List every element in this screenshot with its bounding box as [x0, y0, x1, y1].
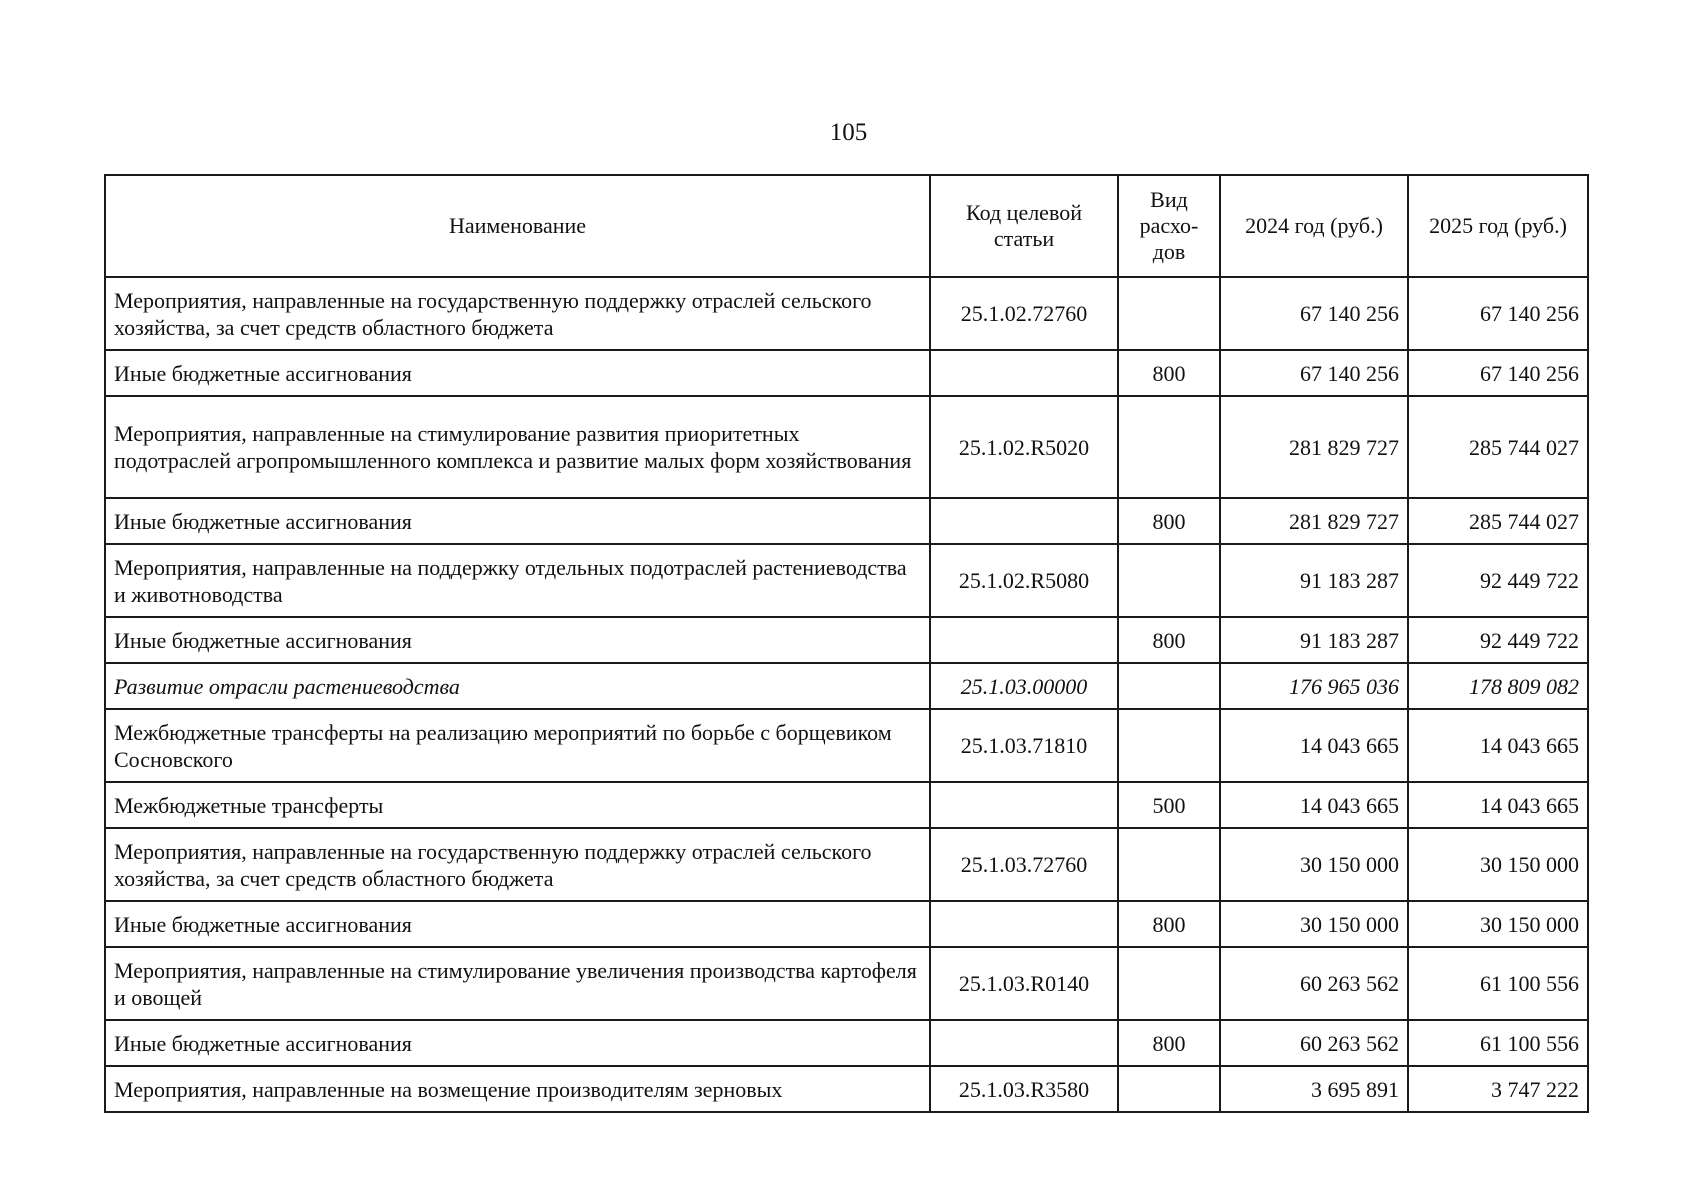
row-vid — [1118, 828, 1220, 901]
row-vid: 800 — [1118, 901, 1220, 947]
row-code: 25.1.03.00000 — [930, 663, 1118, 709]
row-code: 25.1.03.71810 — [930, 709, 1118, 782]
row-name: Развитие отрасли растениеводства — [105, 663, 930, 709]
row-2025: 30 150 000 — [1408, 901, 1588, 947]
row-code — [930, 617, 1118, 663]
row-code — [930, 350, 1118, 396]
header-name: Наименование — [105, 175, 930, 277]
row-2024: 176 965 036 — [1220, 663, 1408, 709]
row-code — [930, 901, 1118, 947]
row-name: Мероприятия, направленные на государственную поддержку отраслей сельского хозяйства, за счет средств областного бюджета — [105, 277, 930, 350]
row-code: 25.1.02.72760 — [930, 277, 1118, 350]
row-vid: 500 — [1118, 782, 1220, 828]
row-2025: 92 449 722 — [1408, 544, 1588, 617]
table-row — [105, 350, 1588, 396]
row-name: Мероприятия, направленные на государственную поддержку отраслей сельского хозяйства, за счет средств областного бюджета — [105, 828, 930, 901]
row-vid — [1118, 544, 1220, 617]
row-vid: 800 — [1118, 617, 1220, 663]
row-code: 25.1.02.R5020 — [930, 396, 1118, 498]
header-row — [105, 175, 1588, 277]
row-2025: 3 747 222 — [1408, 1066, 1588, 1112]
row-name: Иные бюджетные ассигнования — [105, 1020, 930, 1066]
row-code — [930, 1020, 1118, 1066]
row-2024: 67 140 256 — [1220, 350, 1408, 396]
table-row — [105, 544, 1588, 617]
table-row — [105, 901, 1588, 947]
header-vid: Вид расхо-дов — [1118, 175, 1220, 277]
row-2024: 60 263 562 — [1220, 947, 1408, 1020]
header-2025: 2025 год (руб.) — [1408, 175, 1588, 277]
row-name: Иные бюджетные ассигнования — [105, 901, 930, 947]
page-number: 105 — [829, 119, 868, 146]
header-code: Код целевой статьи — [930, 175, 1118, 277]
row-vid — [1118, 947, 1220, 1020]
table-row — [105, 1020, 1588, 1066]
row-2025: 61 100 556 — [1408, 947, 1588, 1020]
row-name: Иные бюджетные ассигнования — [105, 350, 930, 396]
row-name: Мероприятия, направленные на поддержку отдельных подотраслей растениеводства и животноводства — [105, 544, 930, 617]
row-2025: 67 140 256 — [1408, 277, 1588, 350]
row-name: Иные бюджетные ассигнования — [105, 498, 930, 544]
row-name: Мероприятия, направленные на стимулирование увеличения производства картофеля и овощей — [105, 947, 930, 1020]
row-2024: 281 829 727 — [1220, 396, 1408, 498]
row-2024: 30 150 000 — [1220, 828, 1408, 901]
row-2025: 92 449 722 — [1408, 617, 1588, 663]
row-code — [930, 498, 1118, 544]
table-row — [105, 396, 1588, 498]
row-vid — [1118, 1066, 1220, 1112]
row-2024: 281 829 727 — [1220, 498, 1408, 544]
row-2025: 285 744 027 — [1408, 396, 1588, 498]
row-2025: 178 809 082 — [1408, 663, 1588, 709]
row-name: Мероприятия, направленные на возмещение производителям зерновых — [105, 1066, 930, 1112]
row-2025: 61 100 556 — [1408, 1020, 1588, 1066]
table-row — [105, 782, 1588, 828]
row-name: Иные бюджетные ассигнования — [105, 617, 930, 663]
row-2024: 14 043 665 — [1220, 782, 1408, 828]
row-2024: 67 140 256 — [1220, 277, 1408, 350]
row-name: Мероприятия, направленные на стимулирование развития приоритетных подотраслей агропромышленного комплекса и развитие малых форм хозяйствования — [105, 396, 930, 498]
table-row-section — [105, 663, 1588, 709]
row-code: 25.1.03.R3580 — [930, 1066, 1118, 1112]
row-2025: 67 140 256 — [1408, 350, 1588, 396]
row-code — [930, 782, 1118, 828]
table-row — [105, 498, 1588, 544]
header-2024: 2024 год (руб.) — [1220, 175, 1408, 277]
row-vid — [1118, 663, 1220, 709]
row-vid — [1118, 396, 1220, 498]
row-code: 25.1.02.R5080 — [930, 544, 1118, 617]
table-row — [105, 277, 1588, 350]
row-2025: 14 043 665 — [1408, 782, 1588, 828]
row-vid — [1118, 277, 1220, 350]
row-2024: 60 263 562 — [1220, 1020, 1408, 1066]
row-name: Межбюджетные трансферты — [105, 782, 930, 828]
row-vid: 800 — [1118, 498, 1220, 544]
row-2024: 91 183 287 — [1220, 544, 1408, 617]
table-row — [105, 617, 1588, 663]
row-name: Межбюджетные трансферты на реализацию мероприятий по борьбе с борщевиком Сосновского — [105, 709, 930, 782]
row-vid: 800 — [1118, 1020, 1220, 1066]
row-vid: 800 — [1118, 350, 1220, 396]
row-2025: 30 150 000 — [1408, 828, 1588, 901]
row-2025: 285 744 027 — [1408, 498, 1588, 544]
row-2024: 3 695 891 — [1220, 1066, 1408, 1112]
row-code: 25.1.03.72760 — [930, 828, 1118, 901]
row-2025: 14 043 665 — [1408, 709, 1588, 782]
budget-table — [104, 174, 1589, 1113]
table-row — [105, 709, 1588, 782]
table-row — [105, 828, 1588, 901]
row-2024: 14 043 665 — [1220, 709, 1408, 782]
table-row — [105, 947, 1588, 1020]
table-row — [105, 1066, 1588, 1112]
row-2024: 91 183 287 — [1220, 617, 1408, 663]
row-vid — [1118, 709, 1220, 782]
row-2024: 30 150 000 — [1220, 901, 1408, 947]
row-code: 25.1.03.R0140 — [930, 947, 1118, 1020]
